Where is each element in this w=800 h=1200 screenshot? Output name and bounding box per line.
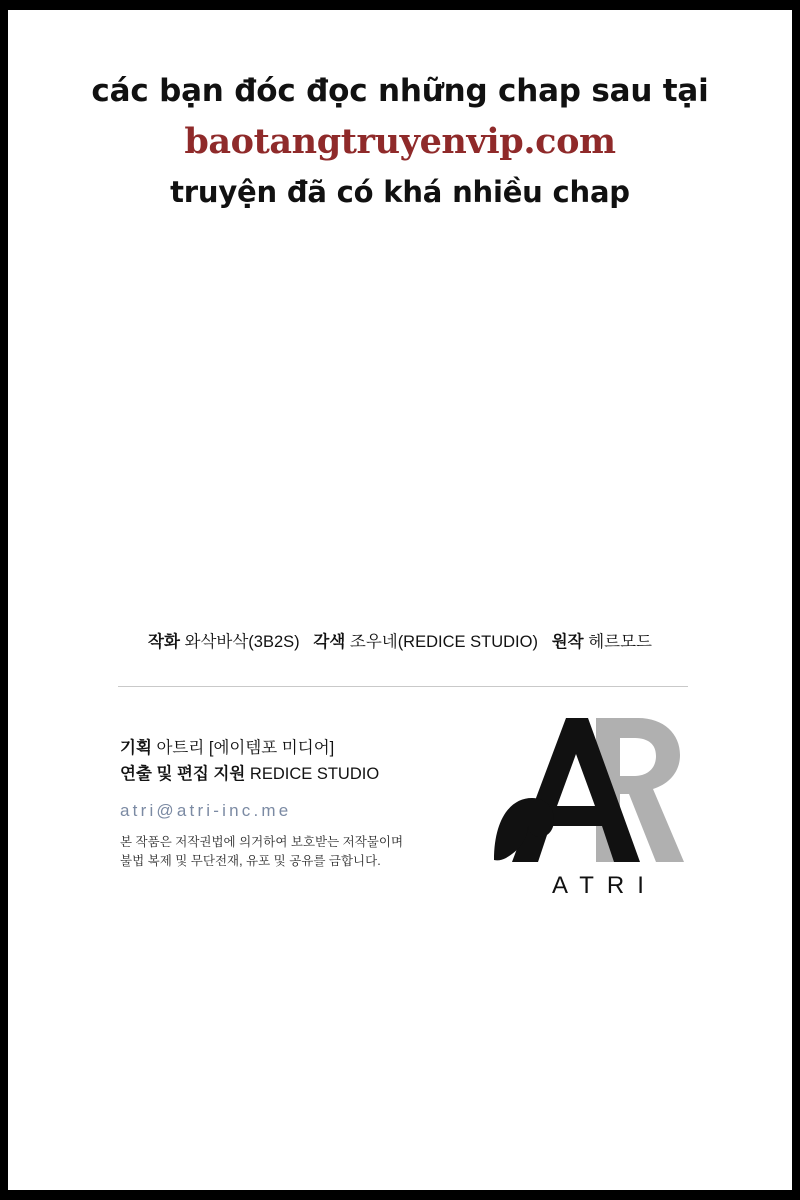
adaptation-value: 조우네(REDICE STUDIO) xyxy=(349,633,538,651)
planning-label: 기획 xyxy=(120,739,152,757)
promo-banner xyxy=(8,72,792,212)
atri-logo-mark xyxy=(488,710,708,880)
production-support-value: REDICE STUDIO xyxy=(249,764,380,783)
credits-block xyxy=(120,736,480,871)
planning-value: 아트리 [에이템포 미디어] xyxy=(156,739,335,757)
adaptation-label: 각색 xyxy=(313,633,346,651)
copyright-line-1: 본 작품은 저작권법에 의거하여 보호받는 저작물이며 xyxy=(120,835,404,850)
credits-top-row xyxy=(8,628,792,652)
atri-wordmark: ATRI xyxy=(552,872,657,899)
production-support-label: 연출 및 편집 지원 xyxy=(120,764,246,783)
credits-row xyxy=(120,762,480,788)
original-value: 헤르모드 xyxy=(588,633,652,651)
credits-row xyxy=(120,736,480,762)
promo-line-1: các bạn đóc đọc những chap sau tại xyxy=(91,73,709,109)
art-label: 작화 xyxy=(148,633,180,651)
art-value: 와삭바삭(3B2S) xyxy=(184,633,300,651)
credits-divider xyxy=(118,686,688,687)
copyright-line-2: 불법 복제 및 무단전재, 유포 및 공유를 금합니다. xyxy=(120,853,381,868)
copyright-notice xyxy=(120,833,480,871)
atri-logo xyxy=(488,710,708,920)
promo-line-3: truyện đã có khá nhiều chap xyxy=(170,175,630,210)
contact-email[interactable]: atri@atri-inc.me xyxy=(120,801,292,821)
original-label: 원작 xyxy=(551,633,584,651)
page-sheet xyxy=(8,10,792,1190)
promo-website-url[interactable]: baotangtruyenvip.com xyxy=(184,120,616,162)
